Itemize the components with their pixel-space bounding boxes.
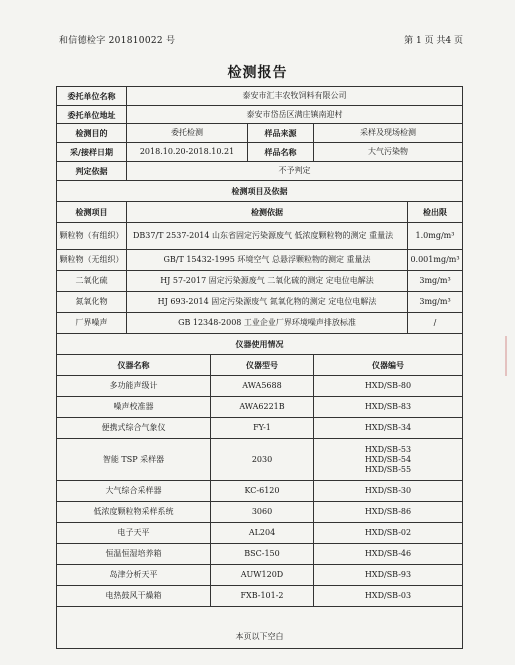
instrument-code: HXD/SB-53 [364,444,412,454]
instrument-name: 岛津分析天平 [57,565,211,586]
purpose-label: 检测目的 [57,124,127,143]
instrument-code: HXD/SB-34 [314,418,463,439]
report-table [56,86,463,649]
method-row [57,250,463,271]
method-item: 颗粒物（无组织） [57,250,127,271]
method-limit: / [408,313,463,334]
footer-row [57,607,463,649]
instrument-name: 多功能声级计 [57,376,211,397]
instrument-name: 电热鼓风干燥箱 [57,586,211,607]
method-limit: 1.0mg/m³ [408,223,463,250]
method-row [57,292,463,313]
instrument-code: HXD/SB-03 [314,586,463,607]
instrument-code: HXD/SB-54 [364,454,412,464]
method-basis: HJ 693-2014 固定污染源废气 氮氧化物的测定 定电位电解法 [127,292,408,313]
instrument-code: HXD/SB-55 [364,464,412,474]
method-basis: DB37/T 2537-2014 山东省固定污染源废气 低浓度颗粒物的测定 重量法 [127,223,408,250]
instrument-model: 2030 [211,439,314,481]
method-row [57,223,463,250]
method-row [57,271,463,292]
sample-value: 大气污染物 [314,143,463,162]
report-number: 和信德检字 201810022 号 [59,36,176,46]
purpose-row [57,124,463,143]
instrument-model: AWA5688 [211,376,314,397]
instruments-section-row [57,334,463,355]
instrument-code: HXD/SB-30 [314,481,463,502]
methods-col-limit: 检出限 [408,202,463,223]
method-limit: 3mg/m³ [408,271,463,292]
instrument-row [57,481,463,502]
method-basis: GB/T 15432-1995 环境空气 总悬浮颗粒物的测定 重量法 [127,250,408,271]
method-basis: HJ 57-2017 固定污染源废气 二氧化硫的测定 定电位电解法 [127,271,408,292]
method-item: 颗粒物（有组织） [57,223,127,250]
instrument-model: BSC-150 [211,544,314,565]
client-value: 泰安市汇丰农牧饲料有限公司 [127,87,463,106]
method-item: 氮氧化物 [57,292,127,313]
instrument-code: HXD/SB-86 [314,502,463,523]
instrument-model: AL204 [211,523,314,544]
date-value: 2018.10.20-2018.10.21 [127,143,248,162]
instrument-row [57,376,463,397]
instrument-row [57,418,463,439]
instrument-model: 3060 [211,502,314,523]
instrument-code: HXD/SB-46 [314,544,463,565]
instrument-name: 电子天平 [57,523,211,544]
method-item: 厂界噪声 [57,313,127,334]
date-row [57,143,463,162]
address-row [57,106,463,124]
sample-label: 样品名称 [248,143,314,162]
instruments-col-name: 仪器名称 [57,355,211,376]
source-label: 样品来源 [248,124,314,143]
instrument-row [57,397,463,418]
basis-value: 不予判定 [127,162,463,181]
instrument-row [57,439,463,481]
client-label: 委托单位名称 [57,87,127,106]
instrument-model: KC-6120 [211,481,314,502]
method-basis: GB 12348-2008 工业企业厂界环境噪声排放标准 [127,313,408,334]
instrument-name: 大气综合采样器 [57,481,211,502]
instrument-row [57,523,463,544]
address-label: 委托单位地址 [57,106,127,124]
report-title: 检测报告 [227,65,288,81]
method-limit: 0.001mg/m³ [408,250,463,271]
instruments-col-model: 仪器型号 [211,355,314,376]
methods-header-row [57,202,463,223]
instrument-model: FY-1 [211,418,314,439]
instrument-name: 低浓度颗粒物采样系统 [57,502,211,523]
instrument-model: AUW120D [211,565,314,586]
instrument-code: HXD/SB-80 [314,376,463,397]
instrument-code: HXD/SB-83 [314,397,463,418]
instrument-row [57,565,463,586]
method-row [57,313,463,334]
basis-row [57,162,463,181]
address-value: 泰安市岱岳区满庄镇南迎村 [127,106,463,124]
method-limit: 3mg/m³ [408,292,463,313]
instrument-model: AWA6221B [211,397,314,418]
instrument-row [57,502,463,523]
instrument-codes [314,439,463,481]
page-indicator: 第 1 页 共4 页 [404,36,463,46]
instrument-code: HXD/SB-93 [314,565,463,586]
client-row [57,87,463,106]
date-label: 采/接样日期 [57,143,127,162]
source-value: 采样及现场检测 [314,124,463,143]
instrument-name: 噪声校准器 [57,397,211,418]
purpose-value: 委托检测 [127,124,248,143]
instrument-model: FXB-101-2 [211,586,314,607]
methods-col-basis: 检测依据 [127,202,408,223]
methods-section-row [57,181,463,202]
instrument-row [57,586,463,607]
instrument-name: 智能 TSP 采样器 [57,439,211,481]
instrument-code: HXD/SB-02 [314,523,463,544]
instruments-col-code: 仪器编号 [314,355,463,376]
methods-section-title: 检测项目及依据 [57,181,463,202]
instruments-section-title: 仪器使用情况 [57,334,463,355]
method-item: 二氧化硫 [57,271,127,292]
instrument-name: 恒温恒湿培养箱 [57,544,211,565]
blank-below-note: 本页以下空白 [57,607,463,649]
basis-label: 判定依据 [57,162,127,181]
instruments-header-row [57,355,463,376]
methods-col-item: 检测项目 [57,202,127,223]
instrument-name: 便携式综合气象仪 [57,418,211,439]
instrument-row [57,544,463,565]
seal-edge-mark [505,336,515,376]
